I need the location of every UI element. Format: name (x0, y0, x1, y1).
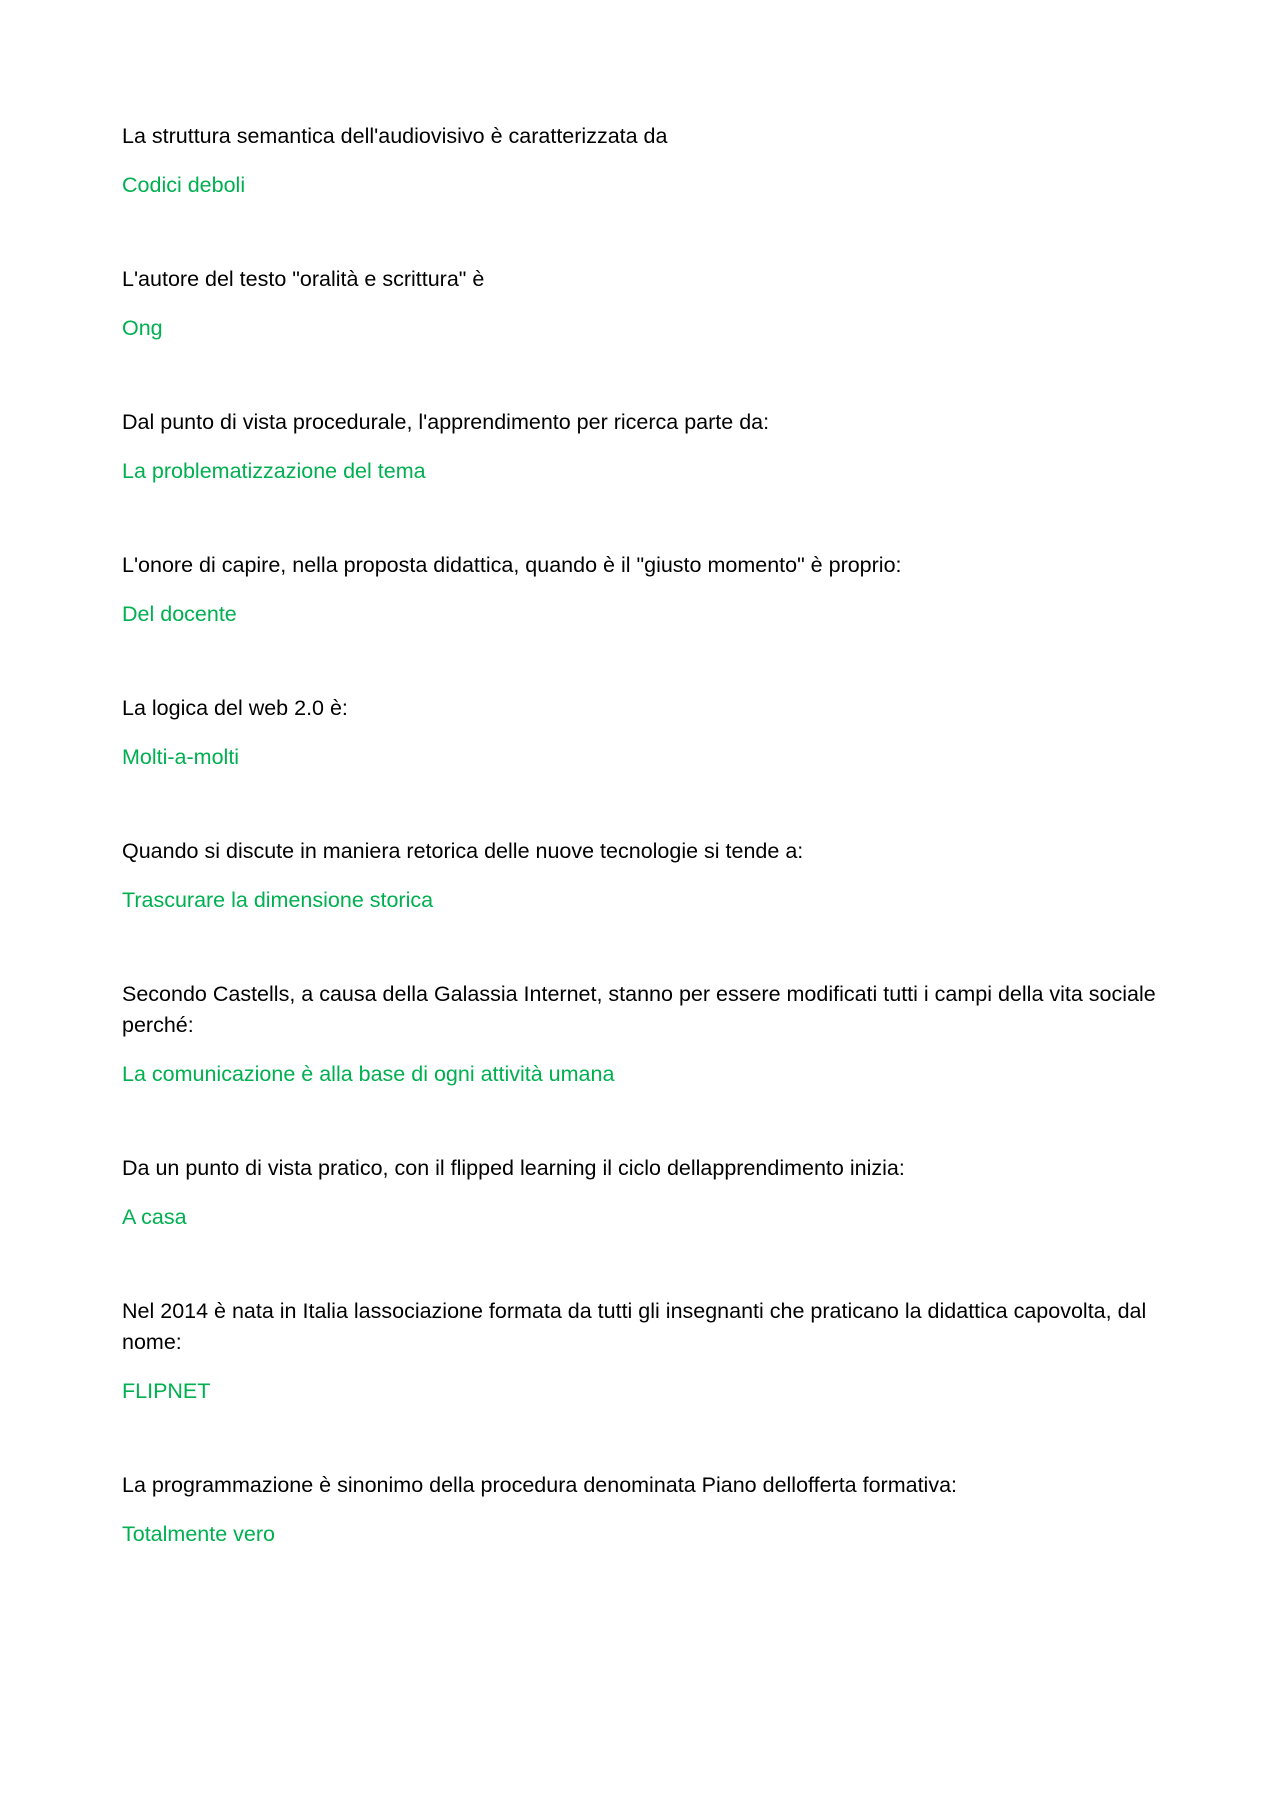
answer-text: Codici deboli (122, 173, 246, 197)
answer-text: Ong (122, 316, 163, 340)
qa-item (122, 1470, 1162, 1550)
qa-item (122, 1153, 1162, 1233)
answer-text: FLIPNET (122, 1379, 211, 1403)
answer-text: A casa (122, 1205, 187, 1229)
question-text: La struttura semantica dell'audiovisivo è caratterizzata da (122, 124, 668, 148)
answer-text: Totalmente vero (122, 1522, 275, 1546)
question-text: Nel 2014 è nata in Italia lassociazione formata da tutti gli insegnanti che praticano la didattica capovolta, dal nome: (122, 1299, 1147, 1354)
question-text: L'autore del testo "oralità e scrittura" è (122, 267, 485, 291)
question-text: Quando si discute in maniera retorica delle nuove tecnologie si tende a: (122, 839, 804, 863)
qa-item (122, 693, 1162, 773)
answer-text: Del docente (122, 602, 237, 626)
question-text: Secondo Castells, a causa della Galassia Internet, stanno per essere modificati tutti i campi della vita sociale perché: (122, 982, 1156, 1037)
answer-text: Trascurare la dimensione storica (122, 888, 434, 912)
qa-item (122, 264, 1162, 344)
answer-text: La comunicazione è alla base di ogni attività umana (122, 1062, 615, 1086)
qa-item (122, 550, 1162, 630)
qa-item (122, 1296, 1162, 1407)
qa-item (122, 836, 1162, 916)
question-text: Dal punto di vista procedurale, l'apprendimento per ricerca parte da: (122, 410, 770, 434)
question-answer-list (122, 121, 1162, 1613)
question-text: La programmazione è sinonimo della procedura denominata Piano dellofferta formativa: (122, 1473, 958, 1497)
question-text: Da un punto di vista pratico, con il flipped learning il ciclo dellapprendimento inizia: (122, 1156, 905, 1180)
answer-text: Molti-a-molti (122, 745, 240, 769)
question-text: La logica del web 2.0 è: (122, 696, 348, 720)
qa-item (122, 979, 1162, 1090)
question-text: L'onore di capire, nella proposta didattica, quando è il "giusto momento" è proprio: (122, 553, 902, 577)
qa-item (122, 407, 1162, 487)
qa-item (122, 121, 1162, 201)
answer-text: La problematizzazione del tema (122, 459, 426, 483)
